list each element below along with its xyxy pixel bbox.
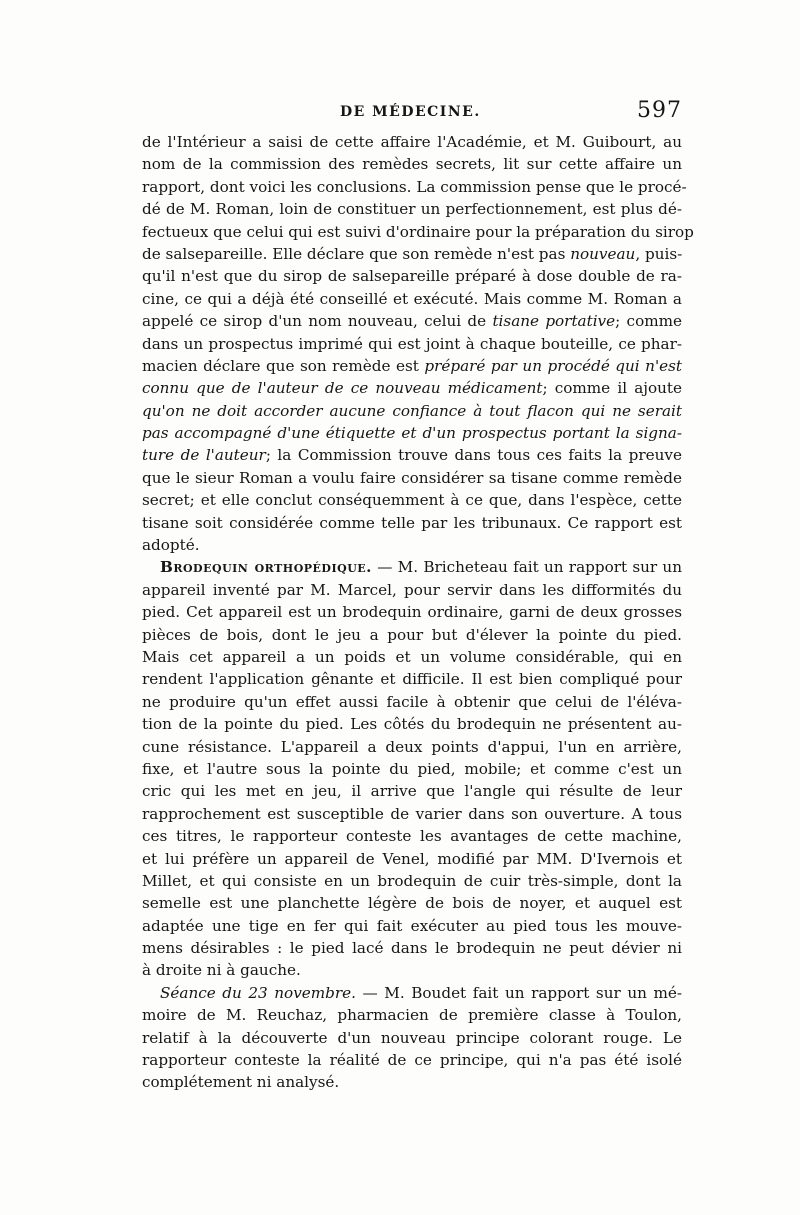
text-line (142, 601, 682, 623)
text-line (142, 534, 682, 556)
text-line (142, 265, 682, 287)
text-run: adaptée une tige en fer qui fait exécuter au pied tous les mouve- (142, 916, 682, 935)
text-line (142, 489, 682, 511)
text-run: qu'il n'est que du sirop de salsepareille préparé à dose double de ra- (142, 267, 682, 286)
text-line (142, 780, 682, 802)
text-line (142, 333, 682, 355)
text-run: rapport, dont voici les conclusions. La commission pense que le procé- (142, 177, 687, 196)
text-line (142, 556, 682, 578)
text-line (142, 310, 682, 332)
text-line (142, 198, 682, 220)
text-line (142, 467, 682, 489)
text-run: moire de M. Reuchaz, pharmacien de première classe à Toulon, (142, 1006, 682, 1025)
text-run: — M. Bricheteau fait un rapport sur un (371, 558, 682, 577)
text-run: — M. Boudet fait un rapport sur un mé- (355, 983, 682, 1002)
text-run: macien déclare que son remède est (142, 356, 425, 375)
italic-text: nouveau (570, 244, 636, 263)
text-line (142, 736, 682, 758)
text-line (142, 512, 682, 534)
text-run: Mais cet appareil a un poids et un volume considérable, qui en (142, 647, 682, 666)
text-run: de salsepareille. Elle déclare que son remède n'est pas (142, 244, 571, 263)
text-run: rapporteur conteste la réalité de ce principe, qui n'a pas été isolé (142, 1051, 682, 1070)
text-line (142, 131, 682, 153)
text-line (142, 1027, 682, 1049)
text-line (142, 1004, 682, 1026)
text-line (142, 825, 682, 847)
text-run: à droite ni à gauche. (142, 961, 301, 980)
text-line (142, 892, 682, 914)
text-run: mens désirables : le pied lacé dans le brodequin ne peut dévier ni (142, 939, 682, 958)
italic-text: qu'on ne doit accorder aucune confiance à tout flacon qui ne serait (142, 401, 682, 420)
text-run: Millet, et qui consiste en un brodequin de cuir très-simple, dont la (142, 871, 682, 890)
text-line (142, 377, 682, 399)
text-run: , puis- (635, 244, 683, 263)
text-run: fectueux que celui qui est suivi d'ordinaire pour la préparation du sirop (142, 222, 694, 241)
text-run: ne produire qu'un effet aussi facile à obtenir que celui de l'éléva- (142, 692, 682, 711)
text-line (142, 848, 682, 870)
text-line (142, 758, 682, 780)
text-line (142, 915, 682, 937)
text-line (142, 870, 682, 892)
text-line (142, 400, 682, 422)
text-line (142, 579, 682, 601)
text-line (142, 288, 682, 310)
text-line (142, 1049, 682, 1071)
text-run: adopté. (142, 536, 200, 555)
text-line (142, 982, 682, 1004)
text-run: secret; et elle conclut conséquemment à ce que, dans l'espèce, cette (142, 491, 682, 510)
italic-text: tisane portative (492, 312, 616, 331)
text-line (142, 959, 682, 981)
text-run: ; comme (615, 312, 682, 331)
paragraph (142, 556, 682, 981)
text-line (142, 422, 682, 444)
text-line (142, 937, 682, 959)
text-run: que le sieur Roman a voulu faire considérer sa tisane comme remède (142, 468, 682, 487)
text-run: ; la Commission trouve dans tous ces faits la preuve (265, 446, 682, 465)
text-run: dé de M. Roman, loin de constituer un perfectionnement, est plus dé- (142, 200, 682, 219)
text-line (142, 1071, 682, 1093)
text-run: semelle est une planchette légère de bois de noyer, et auquel est (142, 894, 682, 913)
text-run: rendent l'application gênante et difficile. Il est bien compliqué pour (142, 670, 682, 689)
text-run: dans un prospectus imprimé qui est joint à chaque bouteille, ce phar- (142, 334, 682, 353)
text-line (142, 668, 682, 690)
text-run: tisane soit considérée comme telle par les tribunaux. Ce rapport est (142, 513, 682, 532)
text-run: de l'Intérieur a saisi de cette affaire l'Académie, et M. Guibourt, au (142, 133, 682, 151)
text-line (142, 646, 682, 668)
text-run: cric qui les met en jeu, il arrive que l'angle qui résulte de leur (142, 782, 682, 801)
page-number: 597 (637, 98, 682, 123)
text-line (142, 713, 682, 735)
text-run: relatif à la découverte d'un nouveau principe colorant rouge. Le (142, 1028, 682, 1047)
text-run: ces titres, le rapporteur conteste les avantages de cette machine, (142, 827, 682, 846)
text-line (142, 803, 682, 825)
text-run: ; comme il ajoute (542, 379, 682, 398)
italic-text: Séance du 23 novembre. (160, 983, 356, 1002)
section-heading: Brodequin orthopédique. (160, 558, 372, 577)
text-run: complétement ni analysé. (142, 1073, 340, 1092)
text-run: fixe, et l'autre sous la pointe du pied, mobile; et comme c'est un (142, 759, 682, 778)
text-line (142, 153, 682, 175)
text-line (142, 624, 682, 646)
body-text (142, 131, 694, 1094)
text-line (142, 221, 694, 243)
text-run: et lui préfère un appareil de Venel, modifié par MM. D'Ivernois et (142, 849, 682, 868)
text-run: cine, ce qui a déjà été conseillé et exécuté. Mais comme M. Roman a (142, 289, 682, 308)
running-head (142, 98, 682, 128)
text-run: tion de la pointe du pied. Les côtés du brodequin ne présentent au- (142, 715, 682, 734)
italic-text: pas accompagné d'une étiquette et d'un prospectus portant la signa- (142, 424, 682, 443)
text-run: pièces de bois, dont le jeu a pour but d'élever la pointe du pied. (142, 625, 682, 644)
text-line (142, 176, 687, 198)
text-line (142, 355, 682, 377)
running-title: DE MÉDECINE. (340, 104, 481, 120)
text-run: nom de la commission des remèdes secrets, lit sur cette affaire un (142, 155, 682, 174)
italic-text: préparé par un procédé qui n'est (424, 356, 683, 375)
text-line (142, 444, 682, 466)
text-run: rapprochement est susceptible de varier dans son ouverture. A tous (142, 804, 682, 823)
paragraph (142, 982, 682, 1094)
italic-text: connu que de l'auteur de ce nouveau médicament (142, 379, 543, 398)
text-line (142, 691, 682, 713)
text-run: pied. Cet appareil est un brodequin ordinaire, garni de deux grosses (142, 603, 682, 622)
italic-text: ture de l'auteur (142, 446, 266, 465)
text-run: cune résistance. L'appareil a deux points d'appui, l'un en arrière, (142, 737, 682, 756)
paragraph (142, 131, 694, 556)
text-run: appelé ce sirop d'un nom nouveau, celui de (142, 312, 493, 331)
text-line (142, 243, 682, 265)
text-run: appareil inventé par M. Marcel, pour servir dans les difformités du (142, 580, 682, 599)
